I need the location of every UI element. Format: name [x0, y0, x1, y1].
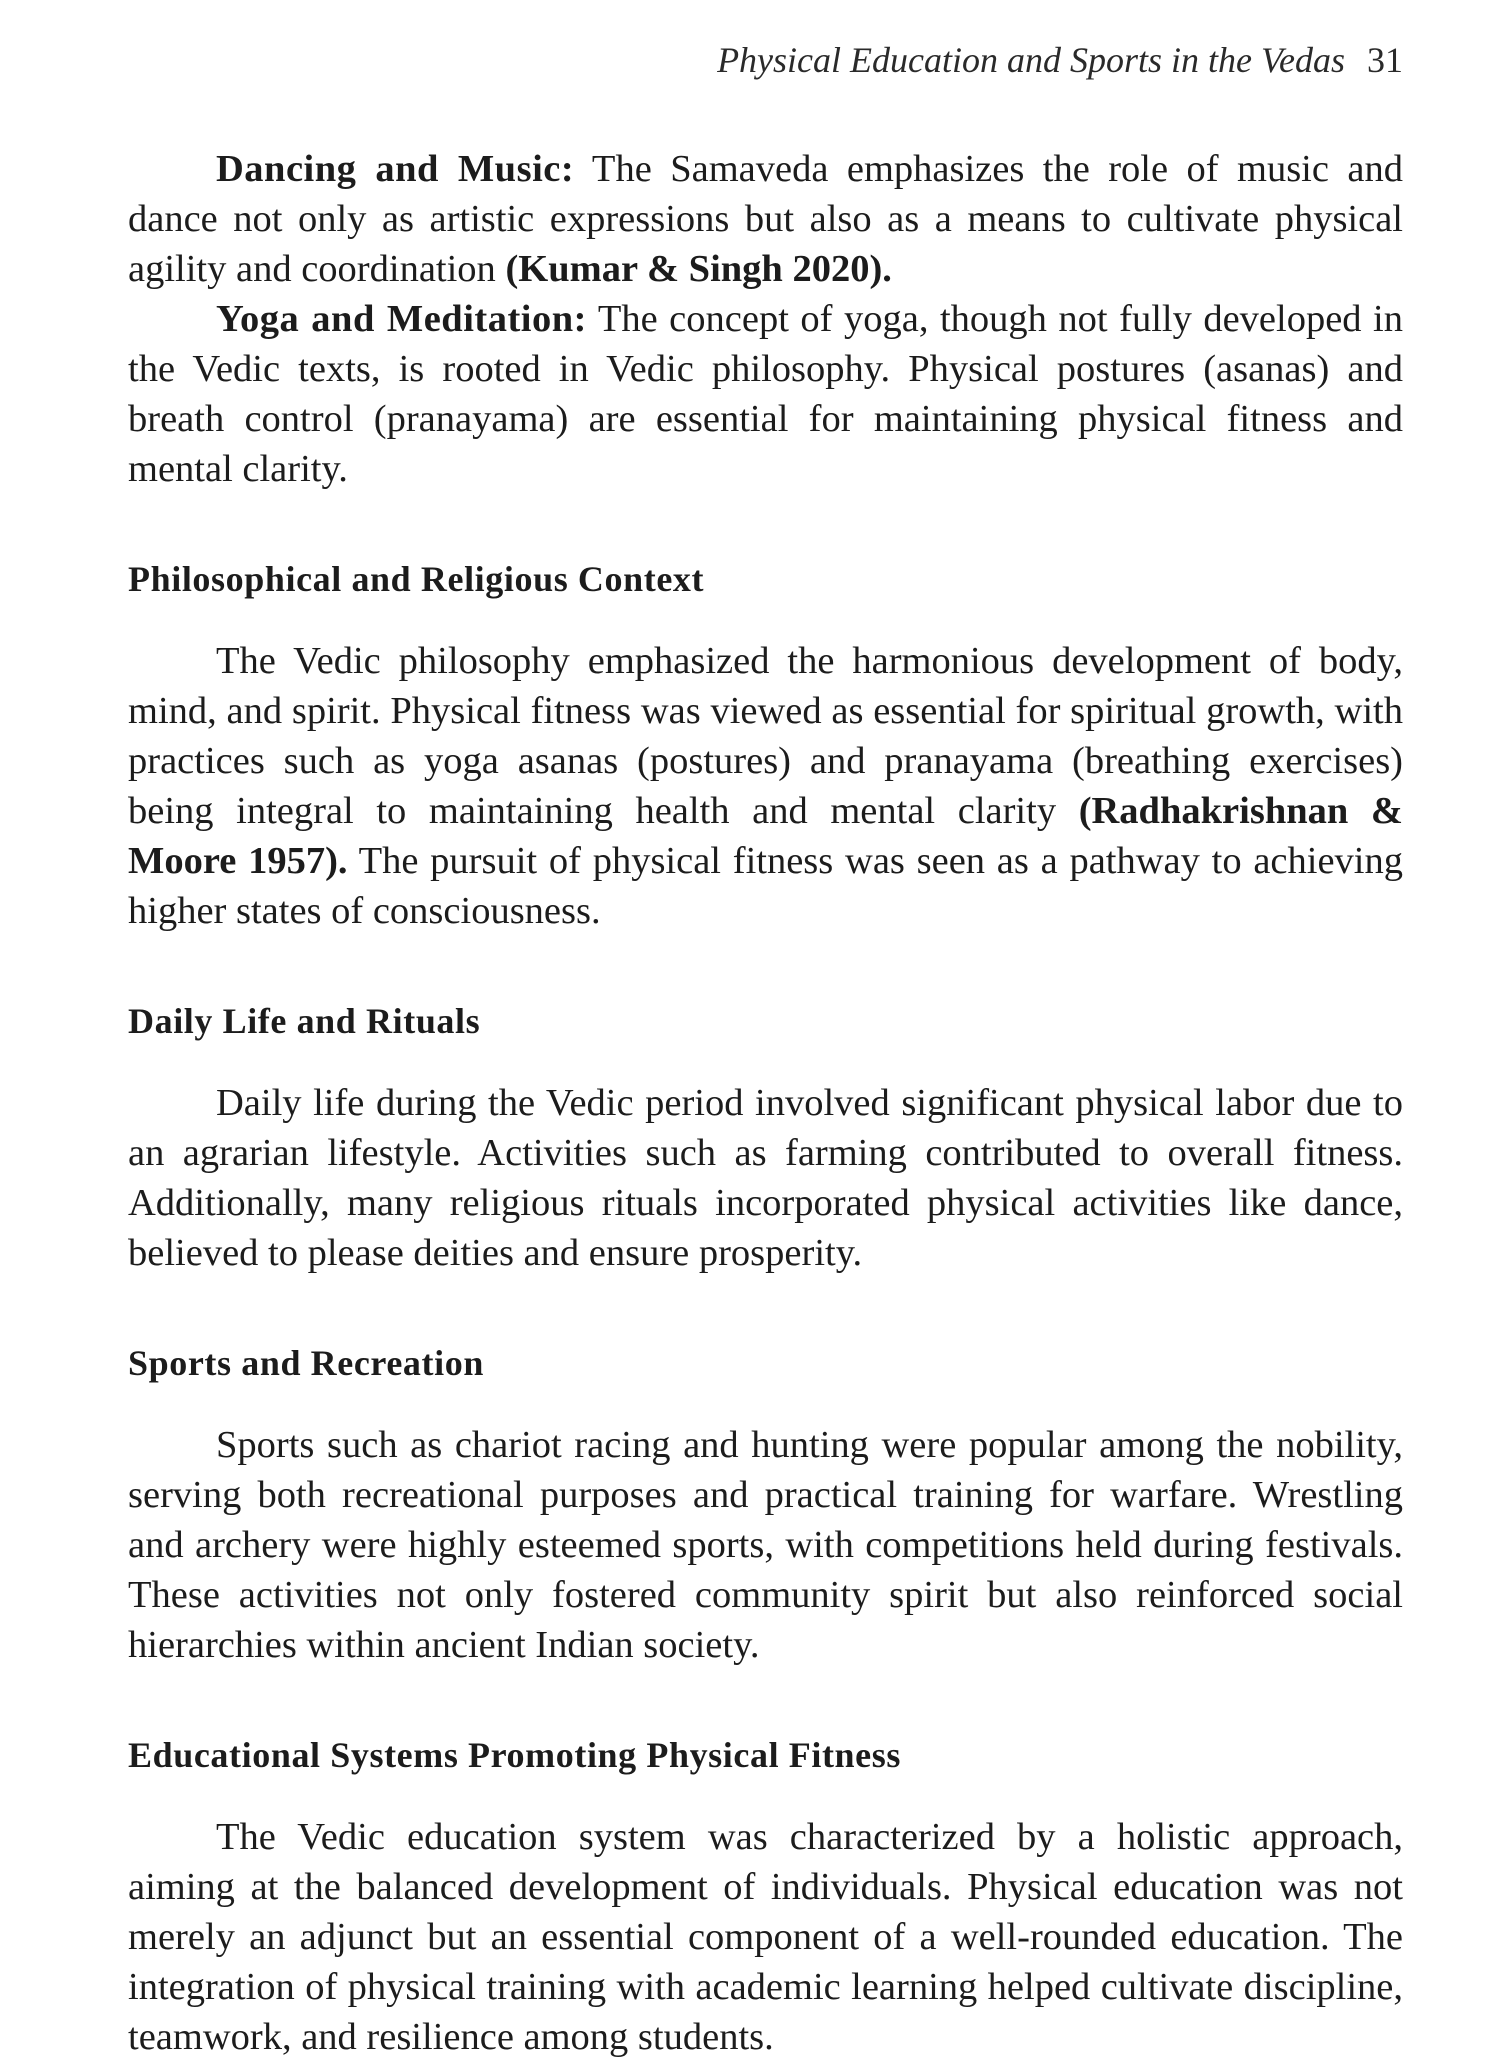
paragraph-dancing-music [128, 144, 1403, 294]
paragraph-lead: Yoga and Meditation: [216, 298, 587, 340]
paragraph-text: The concept of yoga, though not fully developed in the Vedic texts, is rooted in Vedic philosophy. Physical postures (asanas) and breath control (pranayama) are essential for maintaining physical fitness and mental clarity. [128, 298, 1404, 490]
section-heading-sports: Sports and Recreation [128, 1343, 484, 1383]
page-number: 31 [1367, 40, 1403, 80]
paragraph-text: The Samaveda emphasizes the role of music and dance not only as artistic expressions but also as a means to cultivate physical agility and coordination [128, 148, 1403, 290]
paragraph-yoga-meditation [128, 294, 1403, 494]
section-heading-philosophical: Philosophical and Religious Context [128, 559, 705, 599]
running-head [128, 30, 1403, 90]
paragraph-tail: The pursuit of physical fitness was seen as a pathway to achieving higher states of consciousness. [128, 840, 1403, 932]
running-head-title: Physical Education and Sports in the Vedas [717, 40, 1345, 80]
section-heading-education: Educational Systems Promoting Physical Fitness [128, 1735, 901, 1775]
citation: (Radhakrishnan & Moore 1957). [128, 790, 1403, 882]
paragraph-philosophical [128, 636, 1403, 936]
citation: (Kumar & Singh 2020). [505, 248, 892, 290]
paragraph-lead: Dancing and Music: [216, 148, 575, 190]
paragraph-daily-life [128, 1078, 1403, 1278]
paragraph-text: Sports such as chariot racing and hunting were popular among the nobility, serving both recreational purposes and practical training for warfare. Wrestling and archery were highly esteemed sports, with competitions held during festivals. These activities not only fostered community spirit but also reinforced social hierarchies within ancient Indian society. [128, 1424, 1403, 1666]
paragraph-education [128, 1812, 1403, 2062]
paragraph-text: Daily life during the Vedic period involved significant physical labor due to an agrarian lifestyle. Activities such as farming contributed to overall fitness. Additionally, many religious rituals incorporated physical activities like dance, believed to please deities and ensure prosperity. [128, 1082, 1403, 1274]
paragraph-sports [128, 1420, 1403, 1670]
section-heading-daily-life: Daily Life and Rituals [128, 1001, 481, 1041]
book-page [128, 30, 1403, 2062]
paragraph-text: The Vedic philosophy emphasized the harmonious development of body, mind, and spirit. Physical fitness was viewed as essential for spiritual growth, with practices such as yoga asanas (postures) and pranayama (breathing exercises) being integral to maintaining health and mental clarity [128, 640, 1403, 832]
paragraph-text: The Vedic education system was characterized by a holistic approach, aiming at the balanced development of individuals. Physical education was not merely an adjunct but an essential component of a well-rounded education. The integration of physical training with academic learning helped cultivate discipline, teamwork, and resilience among students. [128, 1816, 1403, 2058]
